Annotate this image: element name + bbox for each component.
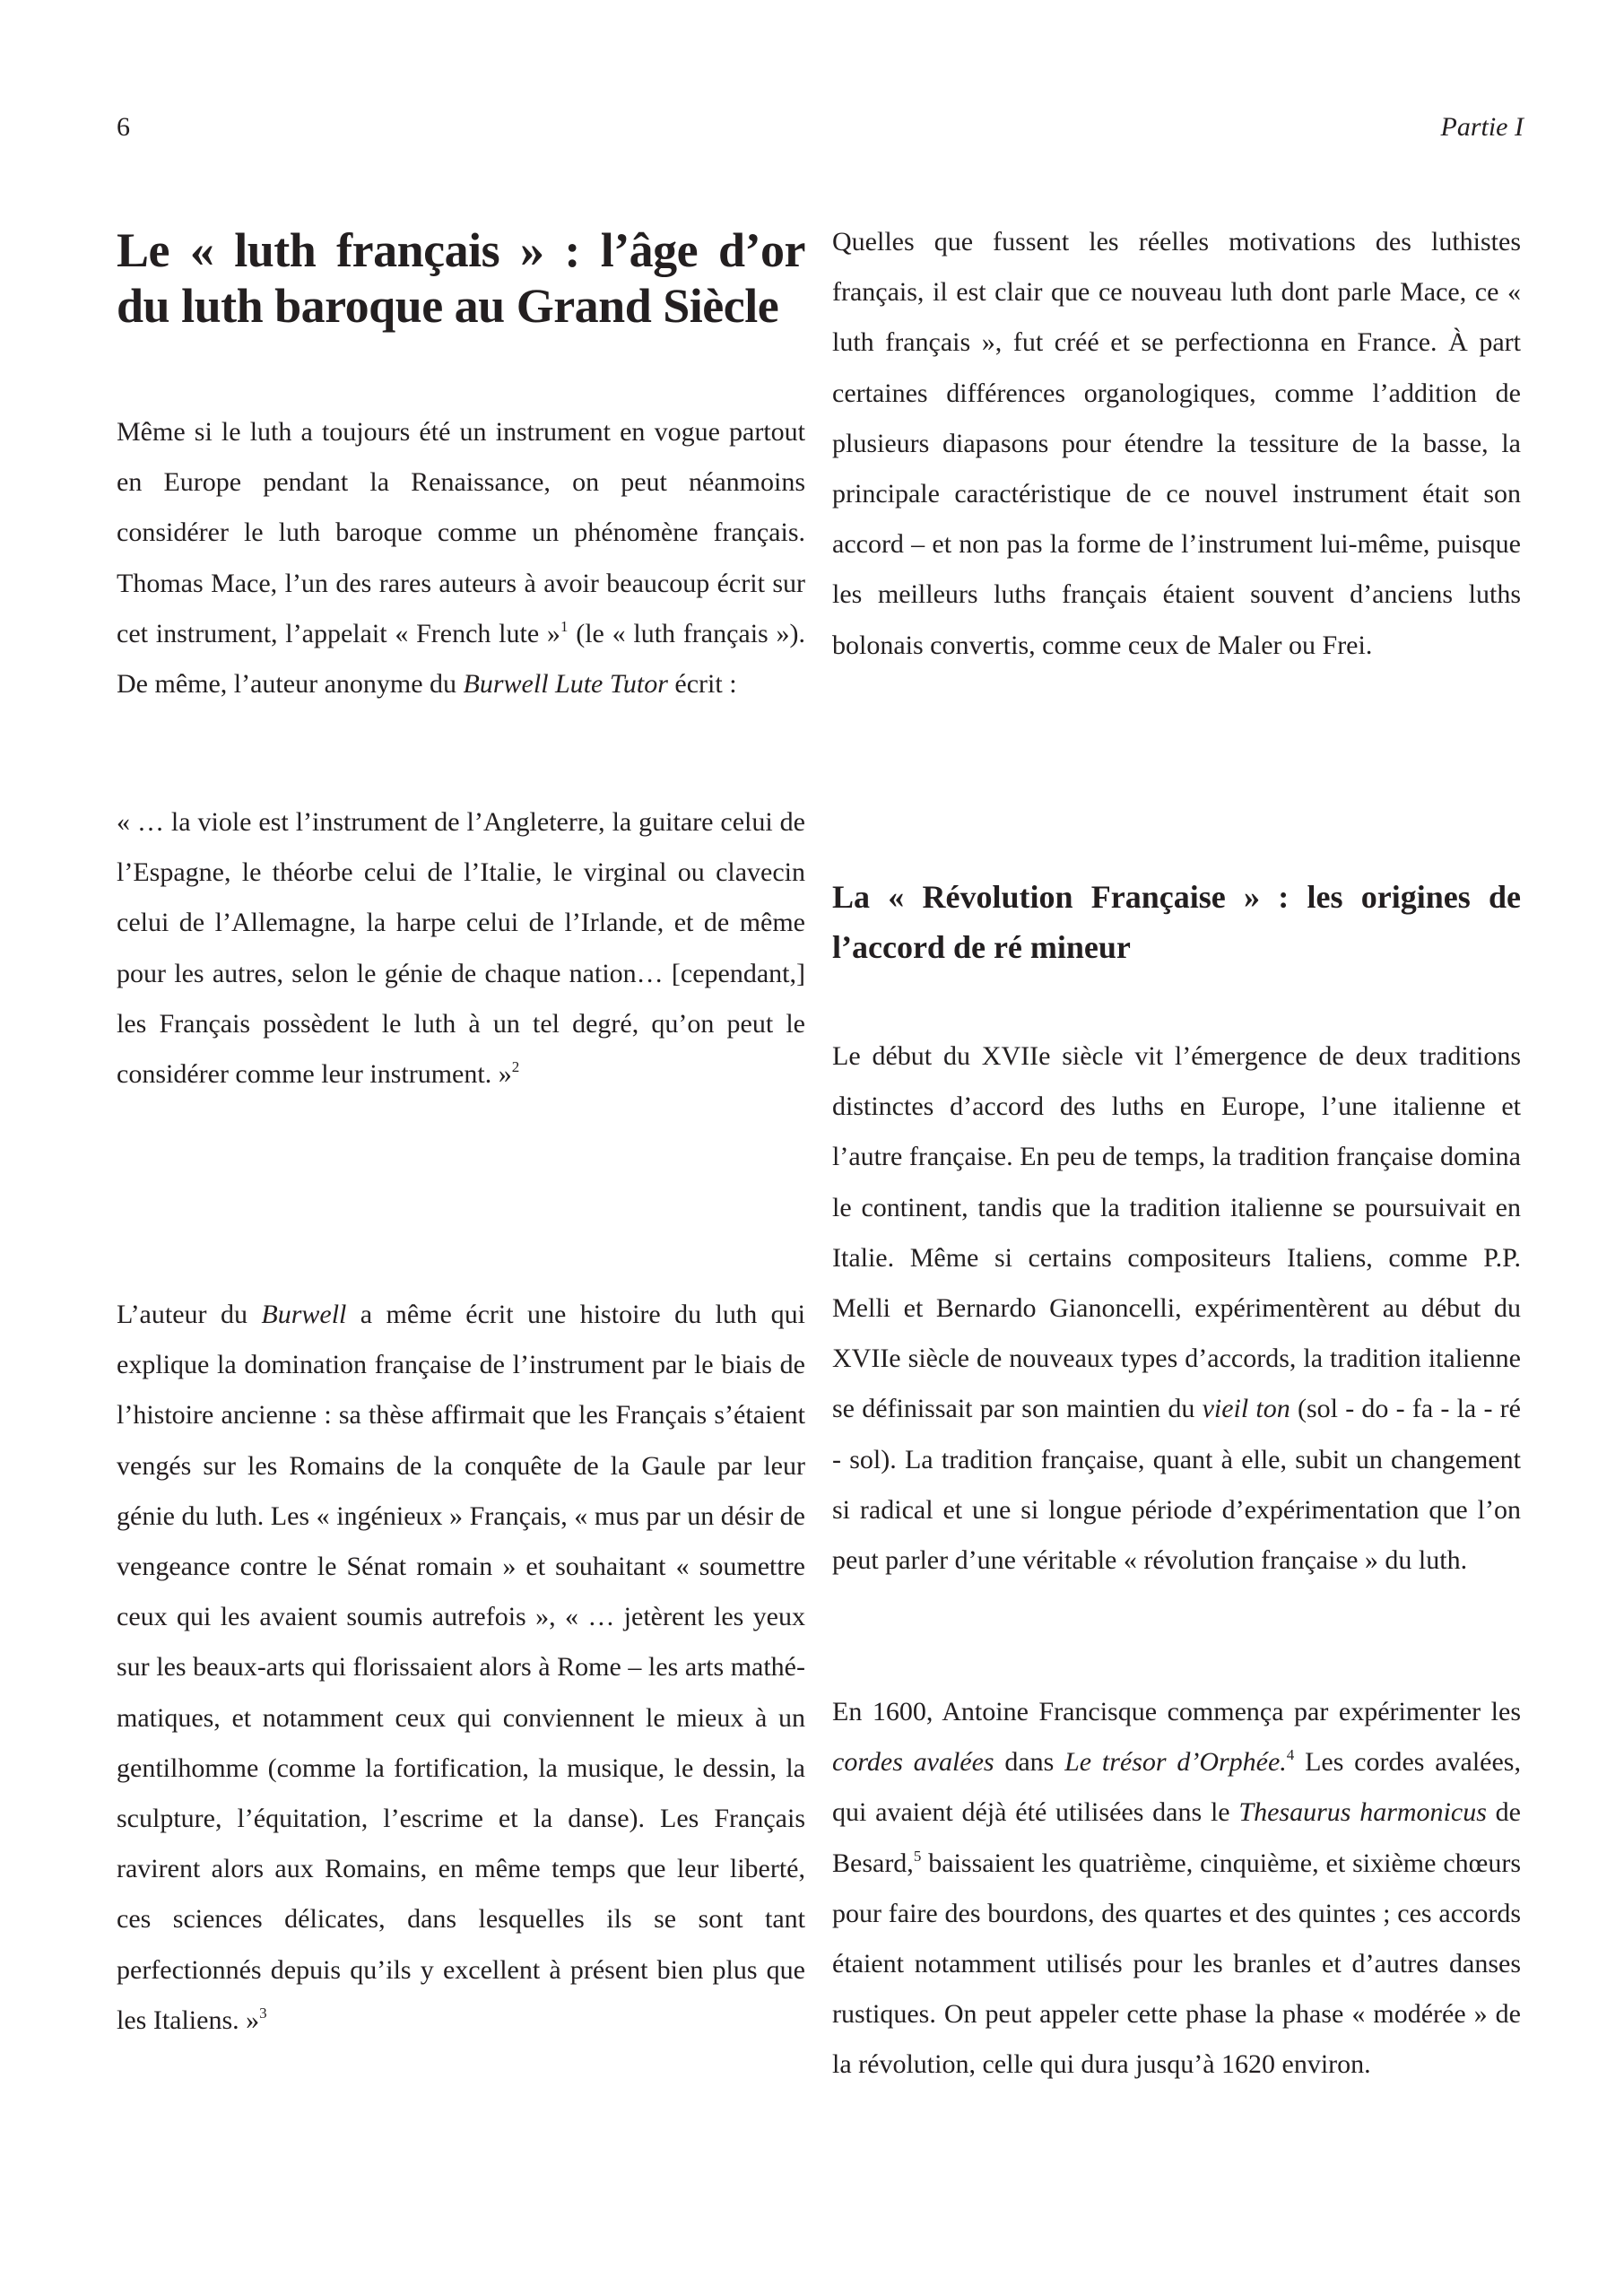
text-run: Le début du XVIIe siècle vit l’émergence de deux traditions distinctes d’accord des luths en Europe, l’une italienne et l’autre française. En peu de temps, la tradition française domina le continent, tandis que la tradition italienne se poursuivait en Italie. Même si certains compositeurs Italiens, comme P.P. Melli et Bernardo Gianoncelli, expérimentèrent au début du XVIIe siècle de nouveaux types d’accords, la tradition italienne se définissait par son maintien du <box>832 1041 1521 1424</box>
footnote-reference: 1 <box>560 617 569 635</box>
text-run: écrit : <box>667 669 737 700</box>
block-quote <box>117 797 805 1100</box>
text-run: L’auteur du <box>117 1300 262 1329</box>
text-run: « … la viole est l’instrument de l’Angleterre, la guitare celui de l’Espagne, le théorbe celui de l’Italie, le virginal ou clavecin celui de l’Allemagne, la harpe celui de l’Irlande, et de même pour les autres, selon le génie de chaque nation… [cependant,] les Français possèdent le luth à un tel degré, qu’on peut le considérer comme leur instrument. » <box>117 807 805 1090</box>
italic-title: Thesaurus harmonicus <box>1238 1797 1487 1828</box>
francisque-paragraph <box>832 1687 1521 2091</box>
italic-title: Burwell Lute Tutor <box>463 669 668 700</box>
text-run: de Besard, <box>832 1797 1521 1878</box>
running-head-page-number: 6 <box>117 112 130 142</box>
intro-paragraph <box>117 407 805 709</box>
footnote-reference: 5 <box>913 1847 922 1865</box>
footnote-reference: 3 <box>259 2004 267 2022</box>
section-title: La « Révolution Française » : les origines de l’accord de ré mineur <box>832 879 1521 965</box>
text-run: (le « luth français »). De même, l’auteur anonyme du <box>117 618 805 700</box>
two-traditions-paragraph <box>832 1031 1521 1586</box>
italic-title: Burwell <box>261 1300 347 1329</box>
footnote-reference: 2 <box>511 1058 520 1076</box>
text-run: dans <box>994 1747 1065 1778</box>
burwell-history-paragraph <box>117 1290 805 2046</box>
text-run: Les cordes avalées, qui avaient déjà été utilisées dans le <box>832 1747 1521 1828</box>
footnote-reference: 4 <box>1286 1746 1295 1764</box>
text-run: En 1600, Antoine Francisque commença par expérimenter les <box>832 1697 1521 1726</box>
italic-title: Le trésor d’Orphée. <box>1064 1747 1287 1778</box>
text-run: baissaient les quatrième, cinquième, et sixième chœurs pour faire des bourdons, des quartes et des quintes ; ces accords étaient notamment utilisés pour les branles et d’autres danses rustiques. On peut appeler cette phase la phase « modérée » de la révolution, celle qui dura jusqu’à 1620 environ. <box>832 1848 1521 2080</box>
text-run: Même si le luth a toujours été un instrument en vogue partout en Europe pendant la Renaissance, on peut néanmoins considérer le luth baroque comme un phénomène français. Thomas Mace, l’un des rares auteurs à avoir beaucoup écrit sur cet instrument, l’appelait « French lute » <box>117 417 805 648</box>
text-run: a même écrit une histoire du luth qui explique la domination française de l’instrument par le biais de l’histoire ancienne : sa thèse affirmait que les Français s’étaient vengés sur les Romains de la conquête de la Gaule par leur génie du luth. Les « ingénieux » Français, « mus par un désir de vengeance contre le Sénat romain » et souhaitant « soumettre ceux qui les avaient soumis autrefois », « … jetèrent les yeux sur les beaux-arts qui florissaient alors à Rome – les arts mathématiques, et notamment ceux qui conviennent le mieux à un gentilhomme (comme la fortification, la musique, le dessin, la sculpture, l’équitation, l’escrime et la danse). Les Français ravirent alors aux Romains, en même temps que leur liberté, ces sciences délicates, dans lesquelles ils se sont tant perfectionnés depuis qu’ils y excellent à présent bien plus que les Italiens. » <box>117 1300 805 2035</box>
text-run: Quelles que fussent les réelles motivations des luthistes français, il est clair que ce nouveau luth dont parle Mace, ce « luth français », fut créé et se perfectionna en France. À part certaines différences organologiques, comme l’addition de plusieurs diapasons pour étendre la tessiture de la basse, la principale caractéristique de ce nouvel instrument était son accord – et non pas la forme de l’instrument lui-même, puisque les meilleurs luths français étaient souvent d’anciens luths bolonais convertis, comme ceux de Maler ou Frei. <box>832 227 1521 660</box>
italic-title: cordes avalées <box>832 1747 994 1778</box>
running-head-part-label: Partie I <box>1440 112 1524 142</box>
text-run: (sol - do - fa - la - ré - sol). La tradition française, quant à elle, subit un changement si radical et une si longue période d’expérimentation que l’on peut parler d’une véritable « révolution française » du luth. <box>832 1394 1521 1576</box>
italic-title: vieil ton <box>1202 1394 1290 1424</box>
chapter-title: Le « luth français » : l’âge d’or du luth baroque au Grand Siècle <box>117 223 805 333</box>
motivations-paragraph <box>832 217 1521 671</box>
